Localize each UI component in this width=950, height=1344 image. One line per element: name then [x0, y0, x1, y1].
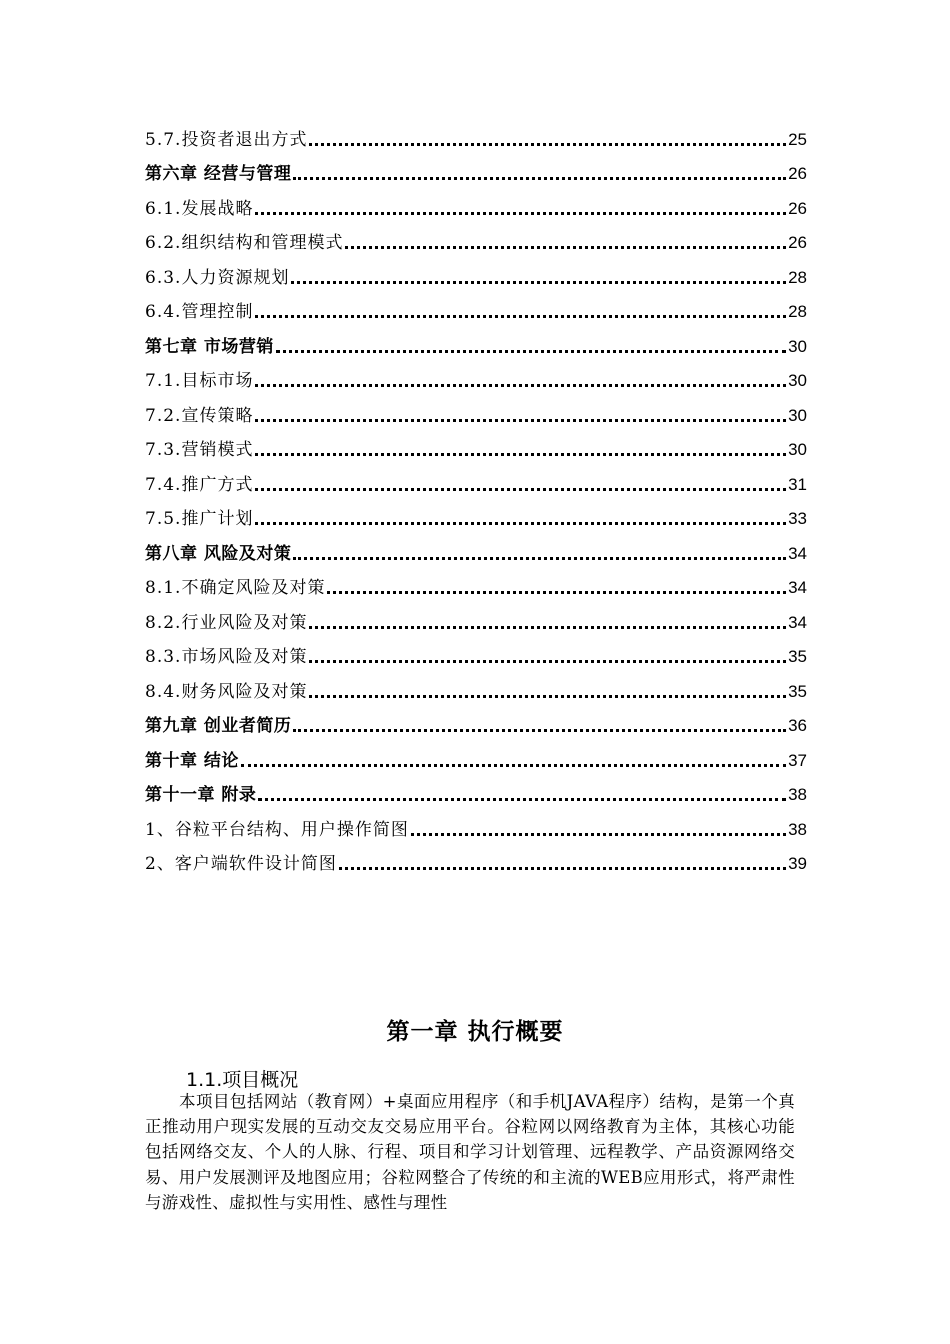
toc-entry-page-number: 39: [788, 854, 807, 873]
toc-entry-page-number: 30: [788, 440, 807, 459]
toc-entry-page-number: 35: [788, 681, 807, 701]
toc-entry[interactable]: [145, 258, 807, 293]
toc-entry-page-number: 30: [788, 336, 807, 356]
toc-entry-page-number: 26: [788, 198, 807, 218]
toc-dot-leader: [276, 350, 786, 353]
toc-dot-leader: [255, 212, 786, 215]
toc-entry-label: 第八章 风险及对策: [145, 543, 292, 564]
toc-entry-label: 第十一章 附录: [145, 785, 257, 805]
toc-entry-page-number: 38: [788, 819, 807, 839]
toc-entry-page-number: 28: [788, 267, 807, 287]
toc-dot-leader: [339, 867, 786, 870]
toc-entry-label: 8.4.财务风险及对策: [145, 681, 308, 702]
toc-entry[interactable]: [145, 638, 807, 673]
toc-dot-leader: [309, 626, 786, 629]
toc-entry-page-number: 34: [788, 578, 807, 597]
toc-entry-page-number: 34: [788, 612, 807, 632]
toc-entry-label: 6.3.人力资源规划: [145, 267, 290, 288]
toc-entry[interactable]: [145, 500, 807, 535]
toc-entry[interactable]: [145, 465, 807, 500]
toc-entry-label: 7.1.目标市场: [145, 371, 254, 391]
toc-entry-label: 第九章 创业者简历: [145, 716, 292, 736]
toc-entry-page-number: 26: [788, 233, 807, 252]
toc-entry-label: 6.4.管理控制: [145, 302, 254, 322]
toc-entry-label: 7.5.推广计划: [145, 509, 254, 529]
toc-entry[interactable]: [145, 707, 807, 742]
toc-entry-page-number: 36: [788, 716, 807, 735]
toc-entry-label: 第六章 经营与管理: [145, 164, 292, 184]
toc-entry-label: 5.7.投资者退出方式: [145, 129, 308, 150]
toc-dot-leader: [255, 453, 786, 456]
toc-entry[interactable]: [145, 293, 807, 328]
toc-dot-leader: [255, 384, 786, 387]
toc-entry-label: 1、谷粒平台结构、用户操作简图: [145, 819, 409, 840]
toc-entry-page-number: 30: [788, 371, 807, 390]
toc-entry-page-number: 25: [788, 129, 807, 149]
toc-entry[interactable]: [145, 672, 807, 707]
toc-entry-page-number: 30: [788, 405, 807, 425]
toc-entry-label: 8.3.市场风险及对策: [145, 647, 308, 667]
toc-entry[interactable]: [145, 396, 807, 431]
toc-entry-page-number: 35: [788, 647, 807, 666]
toc-entry-label: 6.1.发展战略: [145, 198, 254, 219]
toc-entry-page-number: 33: [788, 509, 807, 528]
chapter-title: 第一章 执行概要: [386, 1019, 564, 1045]
toc-entry[interactable]: [145, 741, 807, 776]
toc-entry-page-number: 26: [788, 164, 807, 183]
toc-entry[interactable]: [145, 845, 807, 880]
toc-entry-page-number: 34: [788, 543, 807, 563]
toc-entry[interactable]: [145, 189, 807, 224]
toc-entry-page-number: 31: [788, 474, 807, 494]
toc-entry-label: 2、客户端软件设计简图: [145, 854, 337, 874]
toc-entry[interactable]: [145, 431, 807, 466]
toc-dot-leader: [309, 695, 786, 698]
toc-dot-leader: [327, 591, 786, 594]
toc-dot-leader: [309, 660, 786, 663]
toc-entry-page-number: 38: [788, 785, 807, 804]
toc-entry[interactable]: [145, 155, 807, 190]
toc-entry[interactable]: [145, 810, 807, 845]
section-title: 1.1.项目概况: [186, 1069, 299, 1091]
toc-entry-page-number: 37: [788, 750, 807, 770]
toc-dot-leader: [293, 557, 786, 560]
toc-entry-label: 8.1.不确定风险及对策: [145, 578, 326, 598]
toc-entry[interactable]: [145, 327, 807, 362]
toc-dot-leader: [411, 833, 786, 836]
toc-entry-label: 第十章 结论: [145, 750, 239, 771]
toc-entry[interactable]: [145, 534, 807, 569]
toc-entry[interactable]: [145, 776, 807, 811]
toc-dot-leader: [309, 143, 786, 146]
toc-entry-label: 7.2.宣传策略: [145, 405, 254, 426]
toc-entry-label: 8.2.行业风险及对策: [145, 612, 308, 633]
toc-entry-label: 7.3.营销模式: [145, 440, 254, 460]
toc-entry-label: 7.4.推广方式: [145, 474, 254, 495]
toc-dot-leader: [291, 281, 786, 284]
toc-dot-leader: [255, 488, 786, 491]
toc-dot-leader: [258, 798, 786, 801]
table-of-contents: [145, 120, 807, 879]
toc-entry[interactable]: [145, 120, 807, 155]
toc-dot-leader: [255, 315, 786, 318]
toc-entry[interactable]: [145, 569, 807, 604]
toc-entry-page-number: 28: [788, 302, 807, 321]
toc-entry[interactable]: [145, 362, 807, 397]
toc-entry-label: 第七章 市场营销: [145, 336, 274, 357]
toc-entry[interactable]: [145, 603, 807, 638]
toc-dot-leader: [345, 246, 786, 249]
toc-entry[interactable]: [145, 224, 807, 259]
toc-dot-leader: [255, 522, 786, 525]
toc-dot-leader: [293, 177, 786, 180]
toc-dot-leader: [241, 764, 786, 767]
body-paragraph: 本项目包括网站（教育网）+桌面应用程序（和手机JAVA程序）结构，是第一个真正推动用户现实发展的互动交友交易应用平台。谷粒网以网络教育为主体，其核心功能包括网络交友、个人的人脉、行程、项目和学习计划管理、远程教学、产品资源网络交易、用户发展测评及地图应用；谷粒网整合了传统的和主流的WEB应用形式，将严肃性与游戏性、虚拟性与实用性、感性与理性: [145, 1092, 795, 1212]
toc-dot-leader: [255, 419, 786, 422]
toc-dot-leader: [293, 729, 786, 732]
toc-entry-label: 6.2.组织结构和管理模式: [145, 233, 344, 253]
